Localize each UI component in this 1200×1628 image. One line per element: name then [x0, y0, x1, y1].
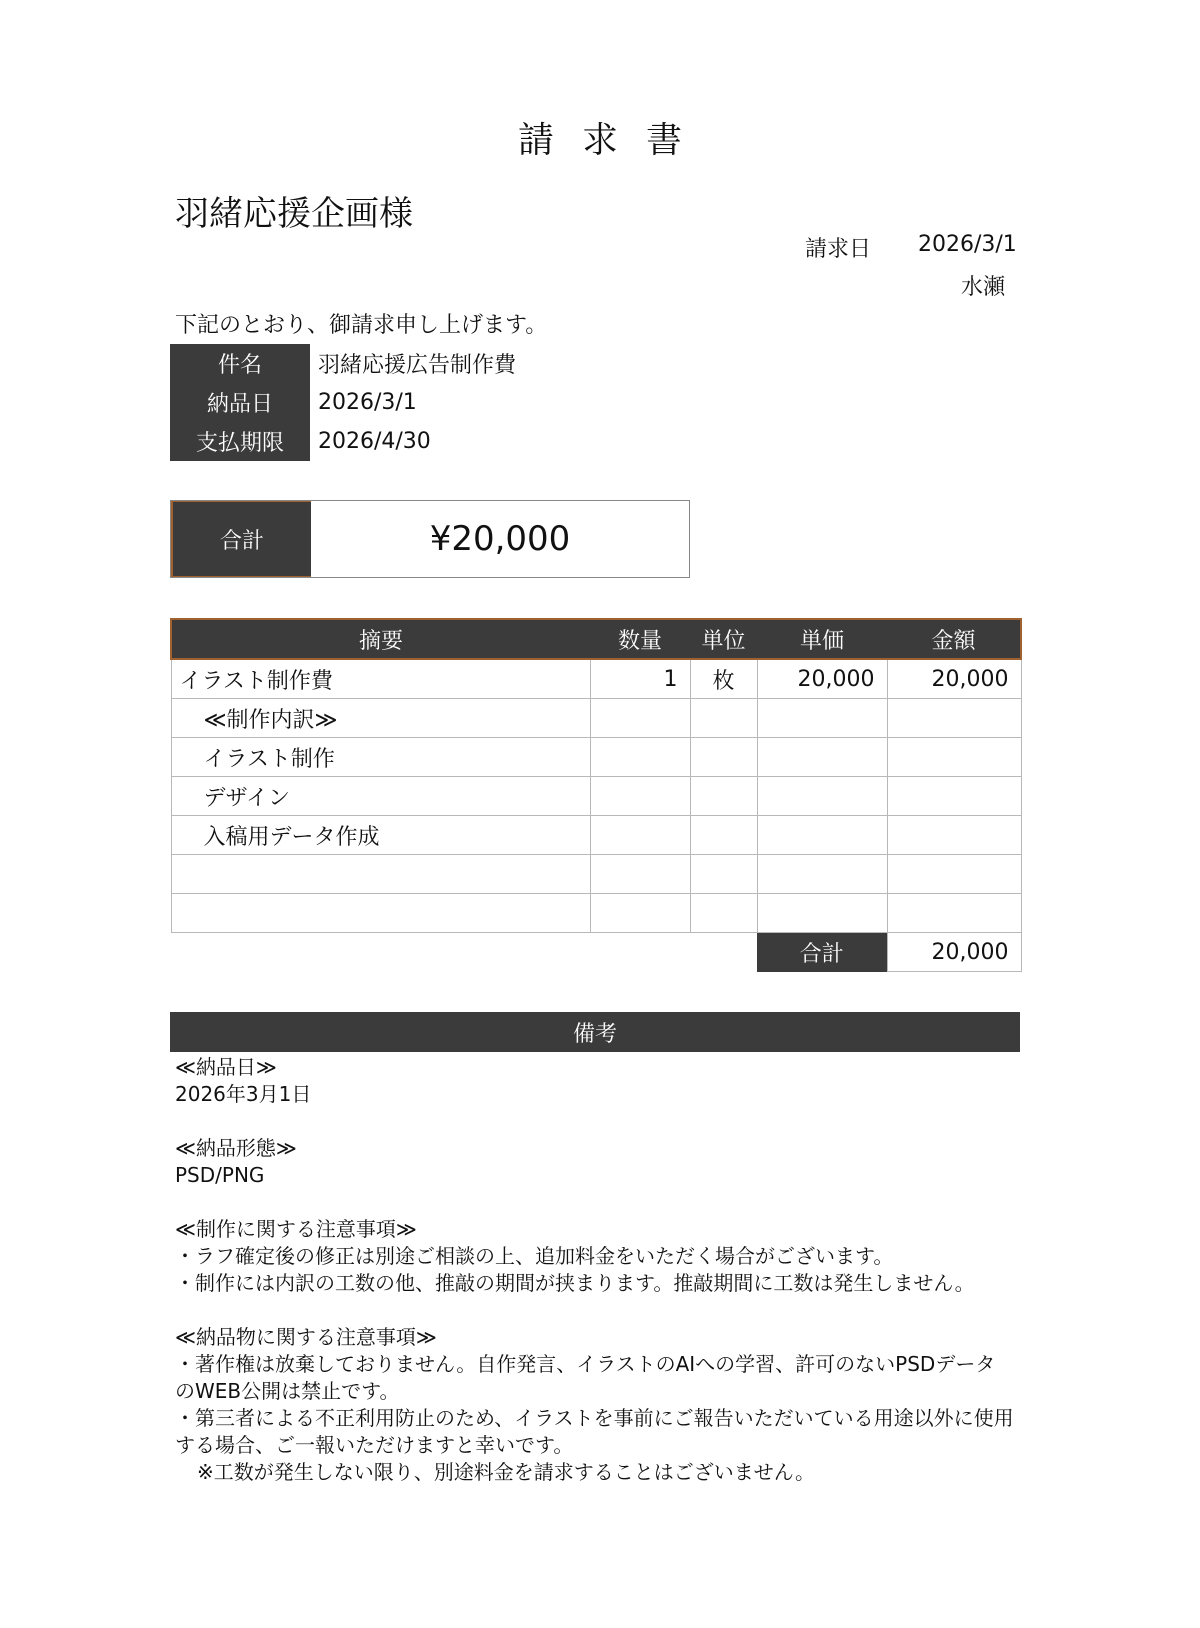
info-value-due: 2026/4/30	[318, 429, 431, 454]
cell-quantity	[590, 894, 690, 933]
remarks-production-block	[175, 1216, 1015, 1297]
cell-description: ≪制作内訳≫	[171, 699, 590, 738]
cell-amount	[887, 699, 1021, 738]
cell-quantity	[590, 738, 690, 777]
spacer-cell	[590, 933, 690, 972]
remarks-format-block	[175, 1135, 1015, 1189]
header-amount: 金額	[887, 619, 1021, 659]
table-row	[171, 777, 1021, 816]
table-row	[171, 816, 1021, 855]
format-text: PSD/PNG	[175, 1163, 265, 1187]
cell-unit	[690, 855, 757, 894]
production-note: ・ラフ確定後の修正は別途ご相談の上、追加料金をいただく場合がございます。	[175, 1244, 894, 1268]
cell-unit-price	[757, 894, 887, 933]
production-note: ・制作には内訳の工数の他、推敲の期間が挟まります。推敲期間に工数は発生しません。	[175, 1271, 975, 1295]
cell-amount	[887, 738, 1021, 777]
spacer-cell	[690, 933, 757, 972]
cell-unit-price	[757, 816, 887, 855]
cell-amount	[887, 855, 1021, 894]
production-heading: ≪制作に関する注意事項≫	[175, 1217, 417, 1241]
cell-quantity: 1	[590, 659, 690, 699]
info-table	[170, 344, 516, 461]
cell-unit	[690, 894, 757, 933]
cell-description: デザイン	[171, 777, 590, 816]
client-name: 羽緒応援企画様	[175, 194, 413, 234]
cell-unit	[690, 738, 757, 777]
cell-unit-price	[757, 855, 887, 894]
table-row	[171, 855, 1021, 894]
info-value-delivery: 2026/3/1	[318, 390, 417, 415]
deliverable-note: ・著作権は放棄しておりません。自作発言、イラストのAIへの学習、許可のないPSDデータのWEB公開は禁止です。	[175, 1352, 996, 1403]
remarks-deliverable-block	[175, 1324, 1015, 1486]
cell-unit-price	[757, 699, 887, 738]
remarks-header: 備考	[170, 1012, 1020, 1052]
info-row	[170, 344, 516, 383]
intro-text: 下記のとおり、御請求申し上げます。	[175, 313, 548, 338]
cell-unit-price	[757, 777, 887, 816]
format-heading: ≪納品形態≫	[175, 1136, 297, 1160]
cell-description: 入稿用データ作成	[171, 816, 590, 855]
total-label: 合計	[171, 501, 311, 577]
items-table	[170, 618, 1022, 972]
cell-unit-price	[757, 738, 887, 777]
items-header-row	[171, 619, 1021, 659]
cell-amount	[887, 894, 1021, 933]
info-row	[170, 422, 516, 461]
header-unit-price: 単価	[757, 619, 887, 659]
cell-unit	[690, 699, 757, 738]
cell-unit	[690, 777, 757, 816]
info-label-subject: 件名	[170, 344, 310, 383]
info-row	[170, 383, 516, 422]
subtotal-value: 20,000	[887, 933, 1021, 972]
delivery-date-heading: ≪納品日≫	[175, 1055, 277, 1079]
cell-description	[171, 894, 590, 933]
spacer-cell	[171, 933, 590, 972]
info-value-subject: 羽緒応援広告制作費	[318, 353, 517, 378]
info-label-due: 支払期限	[170, 422, 310, 461]
cell-description	[171, 855, 590, 894]
table-row	[171, 738, 1021, 777]
cell-description: イラスト制作	[171, 738, 590, 777]
document-title: 請求書	[517, 120, 710, 161]
subtotal-label: 合計	[757, 933, 887, 972]
cell-unit: 枚	[690, 659, 757, 699]
deliverable-note: ・第三者による不正利用防止のため、イラストを事前にご報告いただいている用途以外に使用する場合、ご一報いただけますと幸いです。	[175, 1406, 1014, 1457]
cell-quantity	[590, 699, 690, 738]
header-quantity: 数量	[590, 619, 690, 659]
cell-quantity	[590, 816, 690, 855]
cell-unit-price: 20,000	[757, 659, 887, 699]
header-unit: 単位	[690, 619, 757, 659]
remarks-body	[175, 1054, 1015, 1513]
invoice-date-label: 請求日	[805, 237, 872, 262]
cell-quantity	[590, 855, 690, 894]
subtotal-row	[171, 933, 1021, 972]
total-box	[170, 500, 690, 578]
total-value: ¥20,000	[429, 519, 571, 559]
deliverable-heading: ≪納品物に関する注意事項≫	[175, 1325, 437, 1349]
cell-unit	[690, 816, 757, 855]
cell-amount: 20,000	[887, 659, 1021, 699]
table-row	[171, 894, 1021, 933]
remarks-delivery-date-block	[175, 1054, 1015, 1108]
invoice-date-value: 2026/3/1	[918, 232, 1017, 257]
cell-quantity	[590, 777, 690, 816]
delivery-date-text: 2026年3月1日	[175, 1082, 312, 1106]
cell-description: イラスト制作費	[171, 659, 590, 699]
header-description: 摘要	[171, 619, 590, 659]
deliverable-note: ※工数が発生しない限り、別途料金を請求することはございません。	[197, 1460, 815, 1484]
issuer-name: 水瀬	[960, 275, 1005, 300]
cell-amount	[887, 777, 1021, 816]
cell-amount	[887, 816, 1021, 855]
table-row	[171, 699, 1021, 738]
table-row	[171, 659, 1021, 699]
info-label-delivery: 納品日	[170, 383, 310, 422]
